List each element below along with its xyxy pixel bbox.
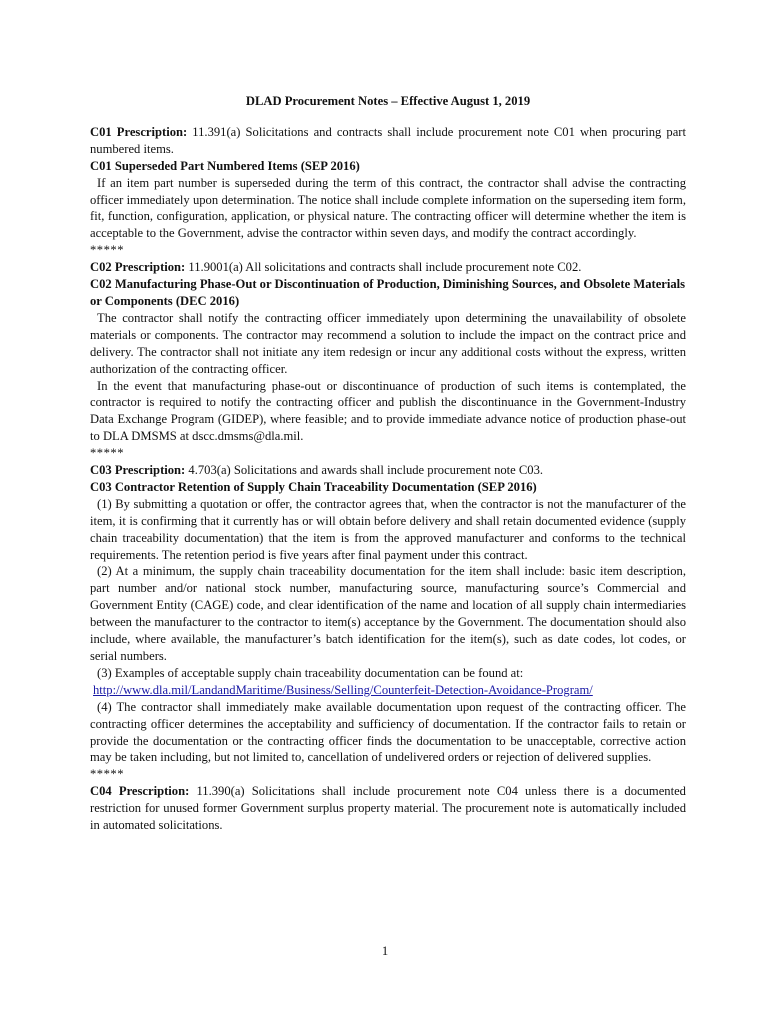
c03-item-3: (3) Examples of acceptable supply chain traceability documentation can be found at: (97, 665, 524, 680)
c03-heading: C03 Contractor Retention of Supply Chain Traceability Documentation (SEP 2016) (90, 479, 537, 494)
c04-prescription-text: 11.390(a) Solicitations shall include procurement note C04 unless there is a documented restriction for unused former Government surplus property material. The procurement note is automatically included in automated solicitations. (90, 784, 686, 833)
separator: ***** (90, 767, 124, 782)
c02-prescription-text: 11.9001(a) All solicitations and contracts shall include procurement note C02. (185, 260, 582, 275)
c03-prescription (90, 462, 686, 479)
c01-prescription-label: C01 Prescription: (90, 124, 188, 139)
c03-prescription-label: C03 Prescription: (90, 463, 186, 478)
c03-item-2: (2) At a minimum, the supply chain traceability documentation for the item shall include: basic item description, part number and/or national stock number, manufacturing source, manufacturing source’s Commercial and Government Entity (CAGE) code, and clear identification of the name and location of all supply chain intermediaries between the manufacturer to the contractor to item(s) acceptance by the Government. The documentation should also include, where available, the manufacturer’s batch identification for the item(s), such as date codes, lot codes, or serial numbers. (90, 564, 686, 663)
c03-item-4: (4) The contractor shall immediately make available documentation upon request of the contracting officer. The contracting officer determines the acceptability and sufficiency of documentation. If the contractor fails to retain or provide the documentation or the contracting officer finds the documentation to be unacceptable, corrective action may be taken including, but not limited to, cancellation of undelivered orders or rejection of delivered supplies. (90, 699, 686, 765)
c02-body-1: The contractor shall notify the contracting officer immediately upon determining the unavailability of obsolete materials or components. The contractor may recommend a solution to include the impact on the contract price and delivery. The contractor shall not initiate any item redesign or incur any additional costs without the express, written authorization of the contracting officer. (90, 310, 686, 376)
document-title: DLAD Procurement Notes – Effective August 1, 2019 (245, 94, 531, 108)
c02-prescription (90, 259, 686, 276)
c01-prescription (90, 124, 686, 158)
page-number: 1 (381, 944, 389, 958)
traceability-link[interactable]: http://www.dla.mil/LandandMaritime/Business/Selling/Counterfeit-Detection-Avoidance-Program/ (93, 682, 593, 697)
c01-body: If an item part number is superseded during the term of this contract, the contractor shall advise the contracting officer immediately upon determination. The notice shall include complete information on the superseding item form, fit, function, configuration, application, or physical nature. The contracting officer will determine whether the item is acceptable to the Government, advise the contractor within seven days, and modify the contract accordingly. (90, 175, 686, 241)
c02-prescription-label: C02 Prescription: (90, 260, 186, 275)
document-body (90, 93, 686, 834)
c02-heading: C02 Manufacturing Phase-Out or Discontinuation of Production, Diminishing Sources, and Obsolete Materials or Components (DEC 2016) (90, 277, 686, 308)
c04-prescription (90, 783, 686, 834)
c03-prescription-text: 4.703(a) Solicitations and awards shall include procurement note C03. (185, 463, 544, 478)
separator: ***** (90, 243, 124, 258)
c04-prescription-label: C04 Prescription: (90, 784, 190, 799)
separator: ***** (90, 446, 124, 461)
c03-item-1: (1) By submitting a quotation or offer, the contractor agrees that, when the contractor is not the manufacturer of the item, it is confirming that it currently has or will obtain before delivery and shall retain documented evidence (supply chain traceability documentation) that the item is from the approved manufacturer and conforms to the technical requirements. The retention period is five years after final payment under this contract. (90, 496, 686, 562)
c01-prescription-text: 11.391(a) Solicitations and contracts shall include procurement note C01 when procuring part numbered items. (90, 124, 686, 156)
c02-body-2: In the event that manufacturing phase-out or discontinuance of production of such items is contemplated, the contractor is required to notify the contracting officer and publish the discontinuance in the Government-Industry Data Exchange Program (GIDEP), where feasible; and to provide immediate advance notice of production phase-out to DLA DMSMS at dscc.dmsms@dla.mil. (90, 378, 686, 444)
c01-heading: C01 Superseded Part Numbered Items (SEP 2016) (90, 158, 360, 173)
